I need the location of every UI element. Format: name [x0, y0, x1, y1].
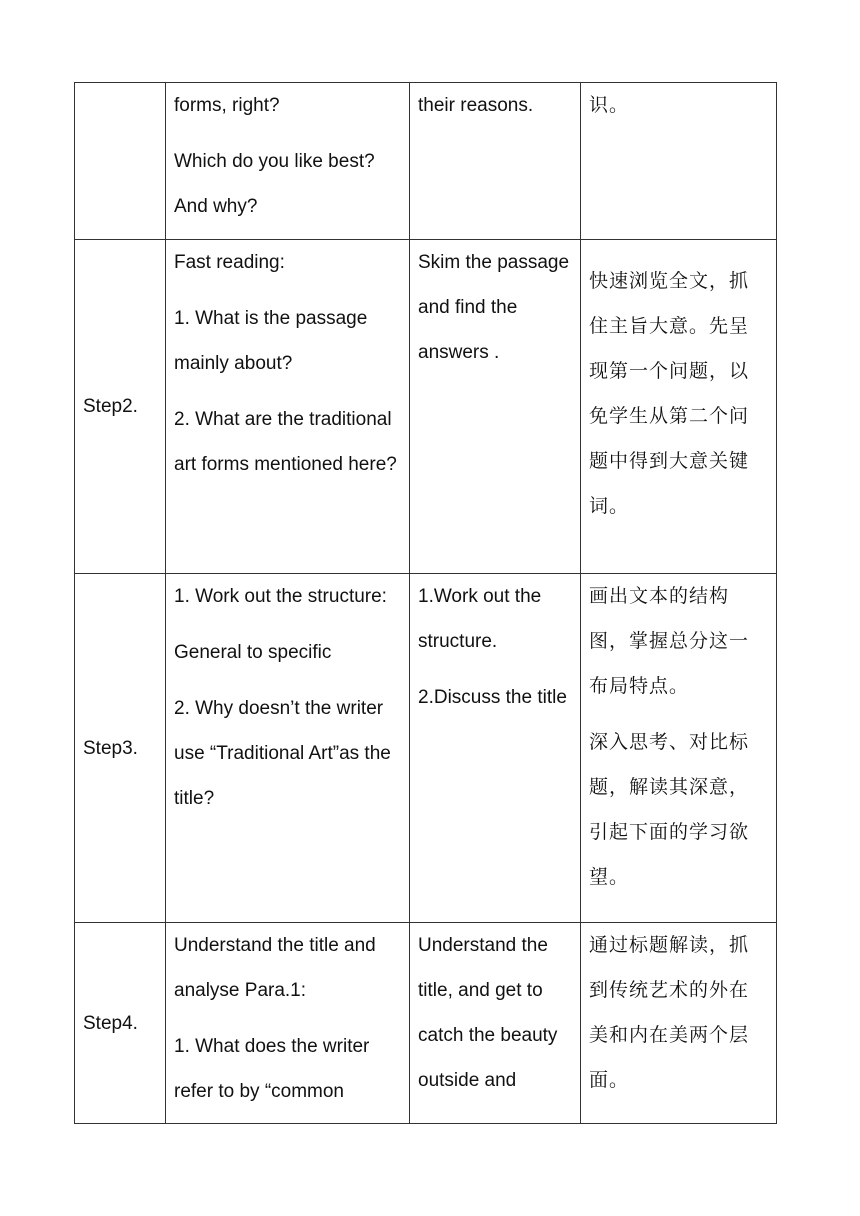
purpose-cell — [581, 923, 777, 1124]
table-row — [75, 574, 777, 923]
activity-text: Fast reading: — [174, 252, 285, 273]
lesson-plan-table — [74, 82, 777, 1124]
activity-text: Understand the title and analyse Para.1: — [174, 935, 376, 1001]
purpose-text: 深入思考、对比标题，解读其深意，引起下面的学习欲望。 — [589, 731, 750, 888]
activity-text: 1. What does the writer refer to by “common — [174, 1036, 370, 1102]
step-cell — [75, 83, 166, 240]
teacher-activity-cell — [166, 923, 410, 1124]
purpose-text: 通过标题解读，抓到传统艺术的外在美和内在美两个层面。 — [589, 934, 750, 1091]
student-activity-cell — [410, 83, 581, 240]
activity-text: 2. What are the traditional art forms mentioned here? — [174, 409, 397, 475]
activity-text: 1. Work out the structure: — [174, 586, 387, 607]
student-text: Understand the title, and get to catch the beauty outside and — [418, 935, 558, 1091]
student-activity-cell — [410, 923, 581, 1124]
student-text: Skim the passage and find the answers . — [418, 252, 570, 363]
teacher-activity-cell — [166, 83, 410, 240]
step-cell: Step2. — [75, 240, 166, 574]
step-cell: Step4. — [75, 923, 166, 1124]
purpose-text: 识。 — [589, 94, 630, 116]
purpose-text: 画出文本的结构图，掌握总分这一布局特点。 — [589, 585, 750, 697]
activity-text: General to specific — [174, 642, 332, 663]
table-row — [75, 923, 777, 1124]
student-text: their reasons. — [418, 95, 534, 116]
table-row — [75, 83, 777, 240]
purpose-cell — [581, 240, 777, 574]
student-text: 1.Work out the structure. — [418, 586, 542, 652]
table-row — [75, 240, 777, 574]
student-activity-cell — [410, 240, 581, 574]
step-cell: Step3. — [75, 574, 166, 923]
activity-text: 1. What is the passage mainly about? — [174, 308, 368, 374]
student-text: 2.Discuss the title — [418, 687, 567, 708]
purpose-cell — [581, 83, 777, 240]
purpose-cell — [581, 574, 777, 923]
teacher-activity-cell — [166, 240, 410, 574]
activity-text: 2. Why doesn’t the writer use “Traditional Art”as the title? — [174, 698, 391, 809]
purpose-text: 快速浏览全文，抓住主旨大意。先呈现第一个问题，以免学生从第二个问题中得到大意关键词。 — [589, 270, 750, 517]
activity-text: forms, right? — [174, 95, 280, 116]
teacher-activity-cell — [166, 574, 410, 923]
student-activity-cell — [410, 574, 581, 923]
activity-text: Which do you like best? And why? — [174, 151, 375, 217]
